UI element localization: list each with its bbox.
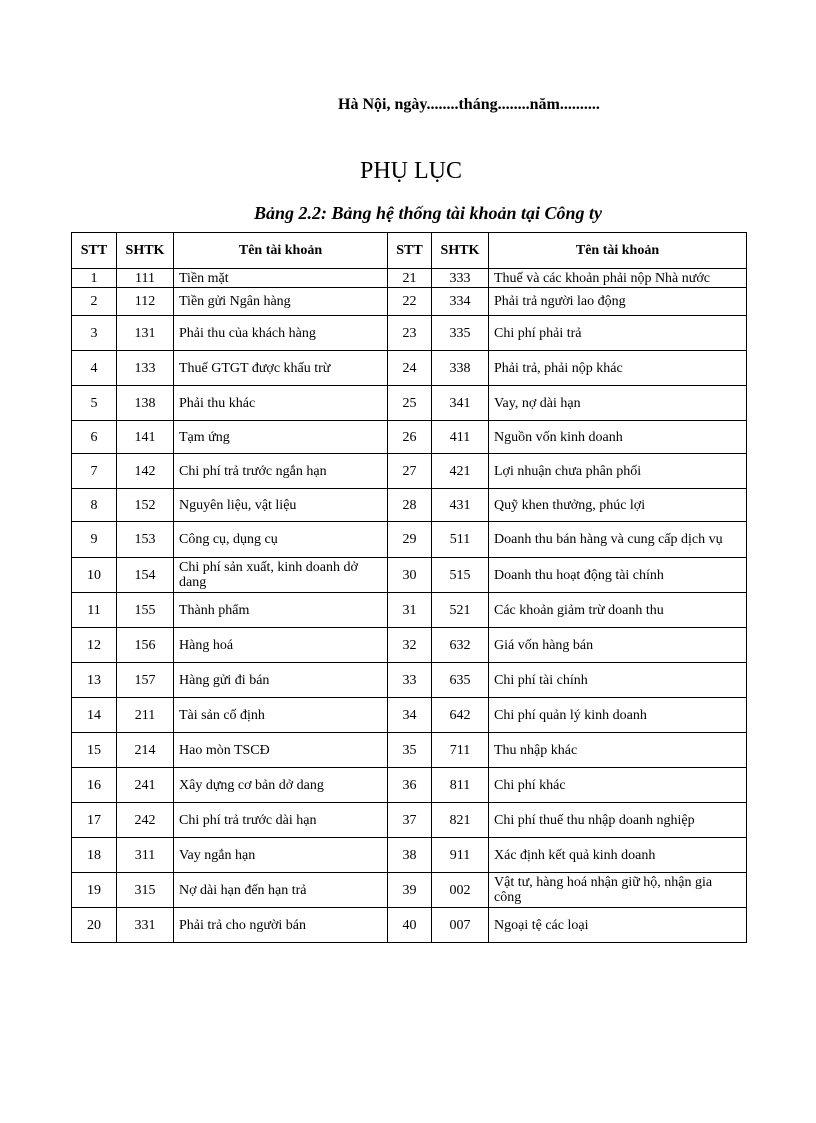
cell-account-name-2: Vật tư, hàng hoá nhận giữ hộ, nhận gia công xyxy=(489,873,747,908)
cell-shtk: 138 xyxy=(117,386,174,421)
cell-account-name-2: Các khoản giảm trừ doanh thu xyxy=(489,593,747,628)
cell-stt-2: 26 xyxy=(388,421,432,454)
cell-stt-2: 28 xyxy=(388,489,432,522)
column-header-shtk: SHTK xyxy=(117,233,174,269)
cell-stt: 1 xyxy=(72,269,117,288)
cell-stt-2: 24 xyxy=(388,351,432,386)
cell-account-name: Thành phẩm xyxy=(174,593,388,628)
cell-account-name: Chi phí trả trước ngắn hạn xyxy=(174,454,388,489)
cell-account-name-2: Chi phí khác xyxy=(489,768,747,803)
cell-stt: 19 xyxy=(72,873,117,908)
cell-account-name: Xây dựng cơ bản dở dang xyxy=(174,768,388,803)
cell-stt: 3 xyxy=(72,316,117,351)
cell-stt: 20 xyxy=(72,908,117,943)
cell-account-name: Hao mòn TSCĐ xyxy=(174,733,388,768)
cell-account-name: Công cụ, dụng cụ xyxy=(174,522,388,558)
cell-account-name-2: Doanh thu bán hàng và cung cấp dịch vụ xyxy=(489,522,747,558)
cell-account-name: Chi phí sản xuất, kinh doanh dở dang xyxy=(174,558,388,593)
cell-shtk-2: 411 xyxy=(432,421,489,454)
cell-account-name-2: Chi phí phải trả xyxy=(489,316,747,351)
table-row xyxy=(72,489,747,522)
cell-shtk: 142 xyxy=(117,454,174,489)
cell-stt-2: 30 xyxy=(388,558,432,593)
cell-shtk-2: 334 xyxy=(432,288,489,316)
cell-stt-2: 21 xyxy=(388,269,432,288)
cell-shtk: 152 xyxy=(117,489,174,522)
cell-stt-2: 33 xyxy=(388,663,432,698)
cell-stt-2: 22 xyxy=(388,288,432,316)
cell-stt-2: 25 xyxy=(388,386,432,421)
cell-stt-2: 32 xyxy=(388,628,432,663)
cell-account-name: Tiền gửi Ngân hàng xyxy=(174,288,388,316)
table-row xyxy=(72,768,747,803)
appendix-title: PHỤ LỤC xyxy=(359,158,462,184)
cell-stt-2: 31 xyxy=(388,593,432,628)
column-header-stt: STT xyxy=(72,233,117,269)
table-row xyxy=(72,873,747,908)
cell-stt: 18 xyxy=(72,838,117,873)
cell-shtk: 154 xyxy=(117,558,174,593)
cell-stt: 5 xyxy=(72,386,117,421)
cell-account-name: Phải thu của khách hàng xyxy=(174,316,388,351)
cell-account-name-2: Doanh thu hoạt động tài chính xyxy=(489,558,747,593)
cell-account-name-2: Quỹ khen thưởng, phúc lợi xyxy=(489,489,747,522)
cell-account-name-2: Ngoại tệ các loại xyxy=(489,908,747,943)
table-row xyxy=(72,838,747,873)
cell-stt: 16 xyxy=(72,768,117,803)
cell-shtk-2: 421 xyxy=(432,454,489,489)
cell-stt: 8 xyxy=(72,489,117,522)
table-row xyxy=(72,316,747,351)
cell-account-name: Nguyên liệu, vật liệu xyxy=(174,489,388,522)
cell-shtk: 315 xyxy=(117,873,174,908)
cell-stt: 11 xyxy=(72,593,117,628)
column-header-stt-2: STT xyxy=(388,233,432,269)
cell-shtk-2: 515 xyxy=(432,558,489,593)
cell-shtk: 131 xyxy=(117,316,174,351)
cell-shtk-2: 711 xyxy=(432,733,489,768)
cell-stt: 17 xyxy=(72,803,117,838)
cell-stt: 9 xyxy=(72,522,117,558)
cell-shtk: 141 xyxy=(117,421,174,454)
cell-shtk: 133 xyxy=(117,351,174,386)
table-row xyxy=(72,269,747,288)
cell-stt: 12 xyxy=(72,628,117,663)
cell-account-name-2: Vay, nợ dài hạn xyxy=(489,386,747,421)
table-row xyxy=(72,421,747,454)
cell-account-name-2: Giá vốn hàng bán xyxy=(489,628,747,663)
cell-shtk: 331 xyxy=(117,908,174,943)
table-row xyxy=(72,908,747,943)
cell-stt: 4 xyxy=(72,351,117,386)
cell-shtk-2: 642 xyxy=(432,698,489,733)
cell-stt-2: 34 xyxy=(388,698,432,733)
cell-stt: 15 xyxy=(72,733,117,768)
cell-stt-2: 27 xyxy=(388,454,432,489)
cell-shtk: 211 xyxy=(117,698,174,733)
cell-stt: 13 xyxy=(72,663,117,698)
cell-account-name: Phải trả cho người bán xyxy=(174,908,388,943)
cell-stt: 2 xyxy=(72,288,117,316)
cell-shtk-2: 911 xyxy=(432,838,489,873)
cell-account-name: Chi phí trả trước dài hạn xyxy=(174,803,388,838)
cell-stt-2: 36 xyxy=(388,768,432,803)
cell-shtk: 153 xyxy=(117,522,174,558)
cell-shtk-2: 632 xyxy=(432,628,489,663)
cell-stt: 14 xyxy=(72,698,117,733)
cell-shtk-2: 341 xyxy=(432,386,489,421)
cell-stt: 7 xyxy=(72,454,117,489)
cell-stt-2: 40 xyxy=(388,908,432,943)
cell-stt-2: 38 xyxy=(388,838,432,873)
table-row xyxy=(72,698,747,733)
accounts-table xyxy=(71,232,747,943)
table-row xyxy=(72,288,747,316)
column-header-account-name-2: Tên tài khoản xyxy=(489,233,747,269)
cell-stt: 10 xyxy=(72,558,117,593)
cell-account-name: Phải thu khác xyxy=(174,386,388,421)
cell-shtk: 241 xyxy=(117,768,174,803)
column-header-shtk-2: SHTK xyxy=(432,233,489,269)
table-row xyxy=(72,733,747,768)
table-row xyxy=(72,454,747,489)
cell-shtk-2: 338 xyxy=(432,351,489,386)
table-row xyxy=(72,593,747,628)
cell-shtk: 157 xyxy=(117,663,174,698)
cell-account-name: Tài sản cố định xyxy=(174,698,388,733)
table-body xyxy=(72,269,747,943)
cell-account-name: Hàng gửi đi bán xyxy=(174,663,388,698)
cell-shtk-2: 333 xyxy=(432,269,489,288)
cell-stt-2: 29 xyxy=(388,522,432,558)
cell-account-name: Nợ dài hạn đến hạn trả xyxy=(174,873,388,908)
cell-shtk-2: 511 xyxy=(432,522,489,558)
cell-shtk: 156 xyxy=(117,628,174,663)
cell-shtk-2: 002 xyxy=(432,873,489,908)
table-row xyxy=(72,351,747,386)
table-row xyxy=(72,522,747,558)
table-row xyxy=(72,803,747,838)
cell-stt: 6 xyxy=(72,421,117,454)
cell-shtk-2: 635 xyxy=(432,663,489,698)
cell-stt-2: 35 xyxy=(388,733,432,768)
cell-shtk: 155 xyxy=(117,593,174,628)
cell-account-name: Thuế GTGT được khấu trừ xyxy=(174,351,388,386)
table-row xyxy=(72,386,747,421)
cell-account-name: Hàng hoá xyxy=(174,628,388,663)
column-header-account-name: Tên tài khoản xyxy=(174,233,388,269)
cell-shtk: 242 xyxy=(117,803,174,838)
cell-shtk: 111 xyxy=(117,269,174,288)
table-row xyxy=(72,628,747,663)
cell-shtk: 311 xyxy=(117,838,174,873)
cell-shtk-2: 335 xyxy=(432,316,489,351)
cell-account-name: Tạm ứng xyxy=(174,421,388,454)
cell-shtk-2: 007 xyxy=(432,908,489,943)
table-caption: Bảng 2.2: Bảng hệ thống tài khoản tại Công ty xyxy=(253,203,603,223)
cell-account-name: Vay ngắn hạn xyxy=(174,838,388,873)
cell-shtk: 112 xyxy=(117,288,174,316)
cell-shtk-2: 521 xyxy=(432,593,489,628)
cell-account-name: Tiền mặt xyxy=(174,269,388,288)
cell-shtk: 214 xyxy=(117,733,174,768)
table-row xyxy=(72,558,747,593)
cell-account-name-2: Xác định kết quả kinh doanh xyxy=(489,838,747,873)
cell-shtk-2: 821 xyxy=(432,803,489,838)
cell-account-name-2: Thuế và các khoản phải nộp Nhà nước xyxy=(489,269,747,288)
cell-account-name-2: Chi phí thuế thu nhập doanh nghiệp xyxy=(489,803,747,838)
cell-shtk-2: 811 xyxy=(432,768,489,803)
cell-stt-2: 37 xyxy=(388,803,432,838)
cell-account-name-2: Phải trả người lao động xyxy=(489,288,747,316)
cell-stt-2: 23 xyxy=(388,316,432,351)
cell-account-name-2: Thu nhập khác xyxy=(489,733,747,768)
table-header-row xyxy=(72,233,747,269)
cell-account-name-2: Chi phí tài chính xyxy=(489,663,747,698)
cell-account-name-2: Chi phí quản lý kinh doanh xyxy=(489,698,747,733)
cell-shtk-2: 431 xyxy=(432,489,489,522)
cell-account-name-2: Phải trả, phải nộp khác xyxy=(489,351,747,386)
cell-account-name-2: Nguồn vốn kinh doanh xyxy=(489,421,747,454)
cell-stt-2: 39 xyxy=(388,873,432,908)
cell-account-name-2: Lợi nhuận chưa phân phối xyxy=(489,454,747,489)
date-line: Hà Nội, ngày........tháng........năm.......... xyxy=(338,96,600,113)
table-row xyxy=(72,663,747,698)
